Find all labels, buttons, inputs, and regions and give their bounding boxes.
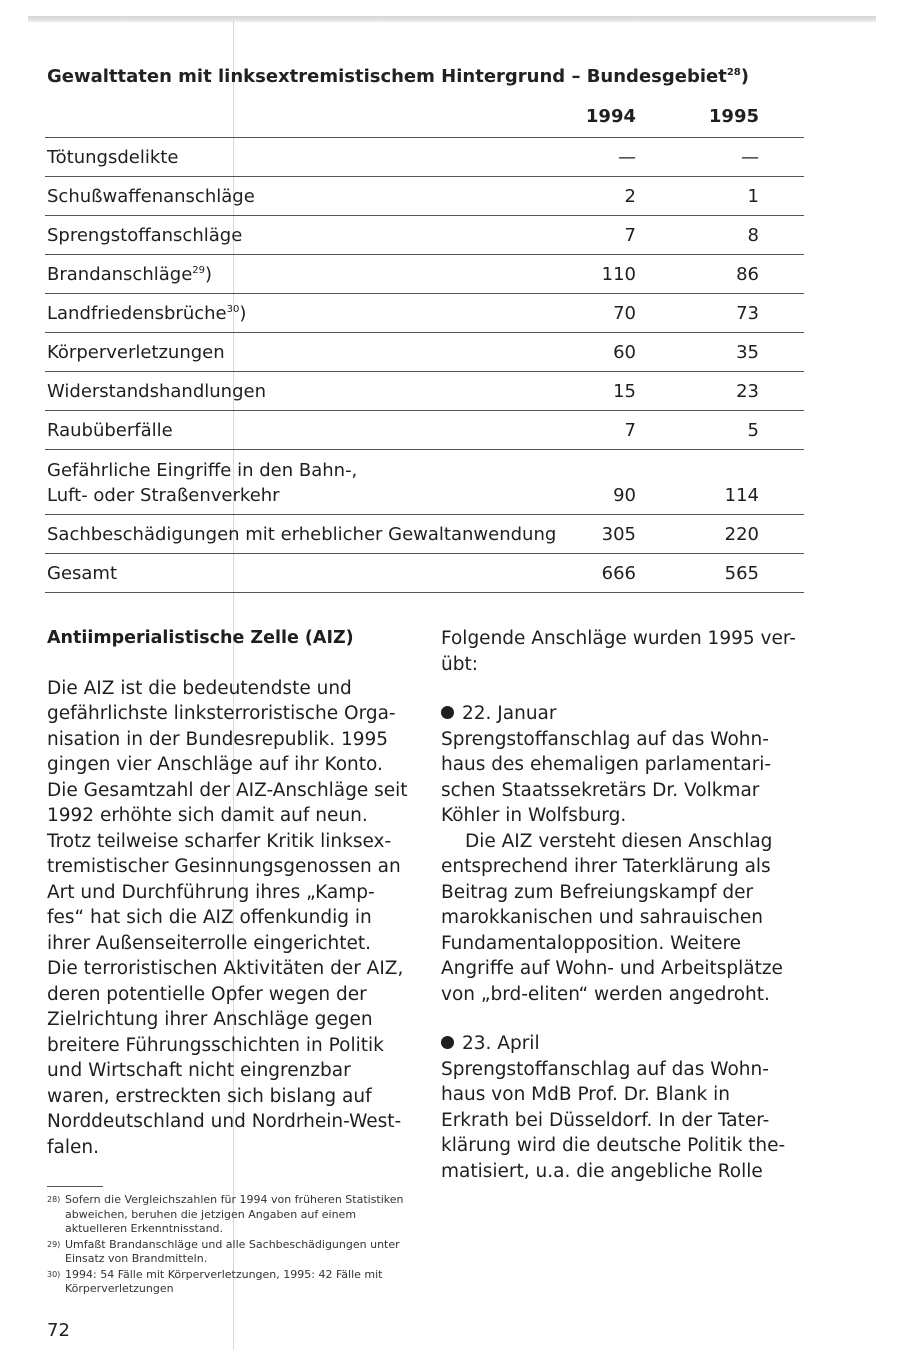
value-1994: 666 — [601, 563, 636, 584]
footnote-mark: 28) — [47, 1195, 61, 1204]
section-heading: Antiimperialistische Zelle (AIZ) — [47, 628, 354, 648]
row-label: Tötungsdelikte — [47, 147, 179, 168]
value-1994: 60 — [613, 342, 636, 363]
footnote-text: Sofern die Vergleichszahlen für 1994 von früheren Statistiken abweichen, beruhen die jetzigen Angaben auf einem aktuelleren Erkenntnisstand. — [65, 1193, 404, 1235]
value-1995: 220 — [724, 524, 759, 545]
value-1995: 73 — [736, 303, 759, 324]
table-row — [45, 450, 804, 515]
row-label: Raubüberfälle — [47, 420, 173, 441]
attack-date: 23. April — [462, 1033, 540, 1054]
value-1994: 2 — [624, 186, 636, 207]
row-label: Gesamt — [47, 563, 118, 584]
page-number: 72 — [47, 1320, 70, 1341]
violence-statistics-table — [45, 100, 804, 593]
table-row — [45, 177, 804, 216]
table-row — [45, 333, 804, 372]
footnote — [47, 1238, 407, 1267]
table-row — [45, 138, 804, 177]
value-1995: — — [741, 147, 759, 168]
attack-entry: 22. Januar Sprengstoffanschlag auf das Wohn- haus des ehemaligen parlamentari- schen Staatssekretärs Dr. Volkmar Köhler in Wolfsburg. Die AIZ versteht diesen Anschlag entsprechend ihrer Taterklärung als Beitrag zum Befreiungskampf der marokkanischen und sahrauischen Fundamentalopposition. Weitere Angriffe auf Wohn- und Arbeitsplätze von „brd-eliten“ werden angedroht. — [441, 703, 783, 1005]
footnotes — [47, 1193, 407, 1298]
row-label: Sprengstoffanschläge — [47, 225, 243, 246]
row-label: Gefährliche Eingriffe in den Bahn-, Luft- oder Straßenverkehr — [47, 460, 358, 506]
footnote — [47, 1268, 407, 1297]
bullet-icon — [441, 1036, 454, 1049]
row-label: Schußwaffenanschläge — [47, 186, 255, 207]
value-1995: 8 — [747, 225, 759, 246]
table-row-total — [45, 554, 804, 593]
header-year-1994: 1994 — [585, 106, 636, 127]
table-row — [45, 216, 804, 255]
footnote-text: Umfaßt Brandanschläge und alle Sachbeschädigungen unter Einsatz von Brandmitteln. — [65, 1237, 400, 1265]
table-row — [45, 294, 804, 333]
footnote-rule — [47, 1186, 103, 1187]
value-1994: 7 — [624, 420, 636, 441]
footnote-mark: 29) — [47, 1239, 61, 1249]
table-row — [45, 411, 804, 450]
value-1994: 15 — [613, 381, 636, 402]
value-1994: 305 — [601, 524, 636, 545]
value-1994: 7 — [624, 225, 636, 246]
value-1994: 110 — [601, 264, 636, 285]
left-column — [47, 626, 422, 1160]
value-1994: — — [618, 147, 636, 168]
right-column — [441, 626, 821, 1184]
header-year-1995: 1995 — [708, 106, 759, 127]
table-header-row — [45, 100, 804, 138]
row-label: Landfriedensbrüche$^{30}$) — [47, 303, 247, 324]
scan-top-edge — [28, 16, 876, 22]
value-1995: 86 — [736, 264, 759, 285]
value-1995: 565 — [724, 563, 759, 584]
body-paragraph: Die AIZ ist die bedeutendste und gefährlichste linksterroristische Orga- nisation in der Bundesrepublik. 1995 gingen vier Anschläge auf ihr Konto. Die Gesamtzahl der AIZ-Anschläge seit 1992 erhöhte sich damit auf neun. Trotz teilweise scharfer Kritik linksex- tremistischer Gesinnungsgenossen an Art und Durchführung ihres „Kamp- fes“ hat sich die AIZ offenkundig in ihrer Außenseiterrolle eingerichtet. Die terroristischen Aktivitäten der AIZ, deren potentielle Opfer wegen der Zielrichtung ihrer Anschläge gegen breitere Führungsschichten in Politik und Wirtschaft nicht eingrenzbar waren, erstreckten sich bislang auf Norddeutschland und Nordrhein-West- falen. — [47, 677, 408, 1158]
table-row — [45, 372, 804, 411]
table-title: Gewalttaten mit linksextremistischem Hintergrund – Bundesgebiet$^{28}$) — [47, 66, 749, 87]
attack-date: 22. Januar — [462, 703, 557, 724]
row-label: Sachbeschädigungen mit erheblicher Gewaltanwendung — [47, 524, 557, 545]
value-1995: 35 — [736, 342, 759, 363]
value-1994: 90 — [613, 485, 636, 506]
table-row — [45, 255, 804, 294]
value-1995: 5 — [747, 420, 759, 441]
row-label: Brandanschläge$^{29}$) — [47, 264, 213, 285]
row-label: Körperverletzungen — [47, 342, 225, 363]
row-label: Widerstandshandlungen — [47, 381, 266, 402]
value-1995: 114 — [724, 485, 759, 506]
footnote-mark: 30) — [47, 1269, 61, 1279]
table-row — [45, 515, 804, 554]
footnote-text: 1994: 54 Fälle mit Körperverletzungen, 1995: 42 Fälle mit Körperverletzungen — [65, 1267, 383, 1295]
intro-paragraph: Folgende Anschläge wurden 1995 ver- übt: — [441, 628, 796, 675]
value-1995: 1 — [747, 186, 759, 207]
bullet-icon — [441, 706, 454, 719]
attack-entry: 23. April Sprengstoffanschlag auf das Wohn- haus von MdB Prof. Dr. Blank in Erkrath bei Düsseldorf. In der Tater- klärung wird die deutsche Politik the- matisiert, u.a. die angebliche Rolle — [441, 1033, 786, 1182]
value-1995: 23 — [736, 381, 759, 402]
footnote — [47, 1193, 407, 1237]
value-1994: 70 — [613, 303, 636, 324]
